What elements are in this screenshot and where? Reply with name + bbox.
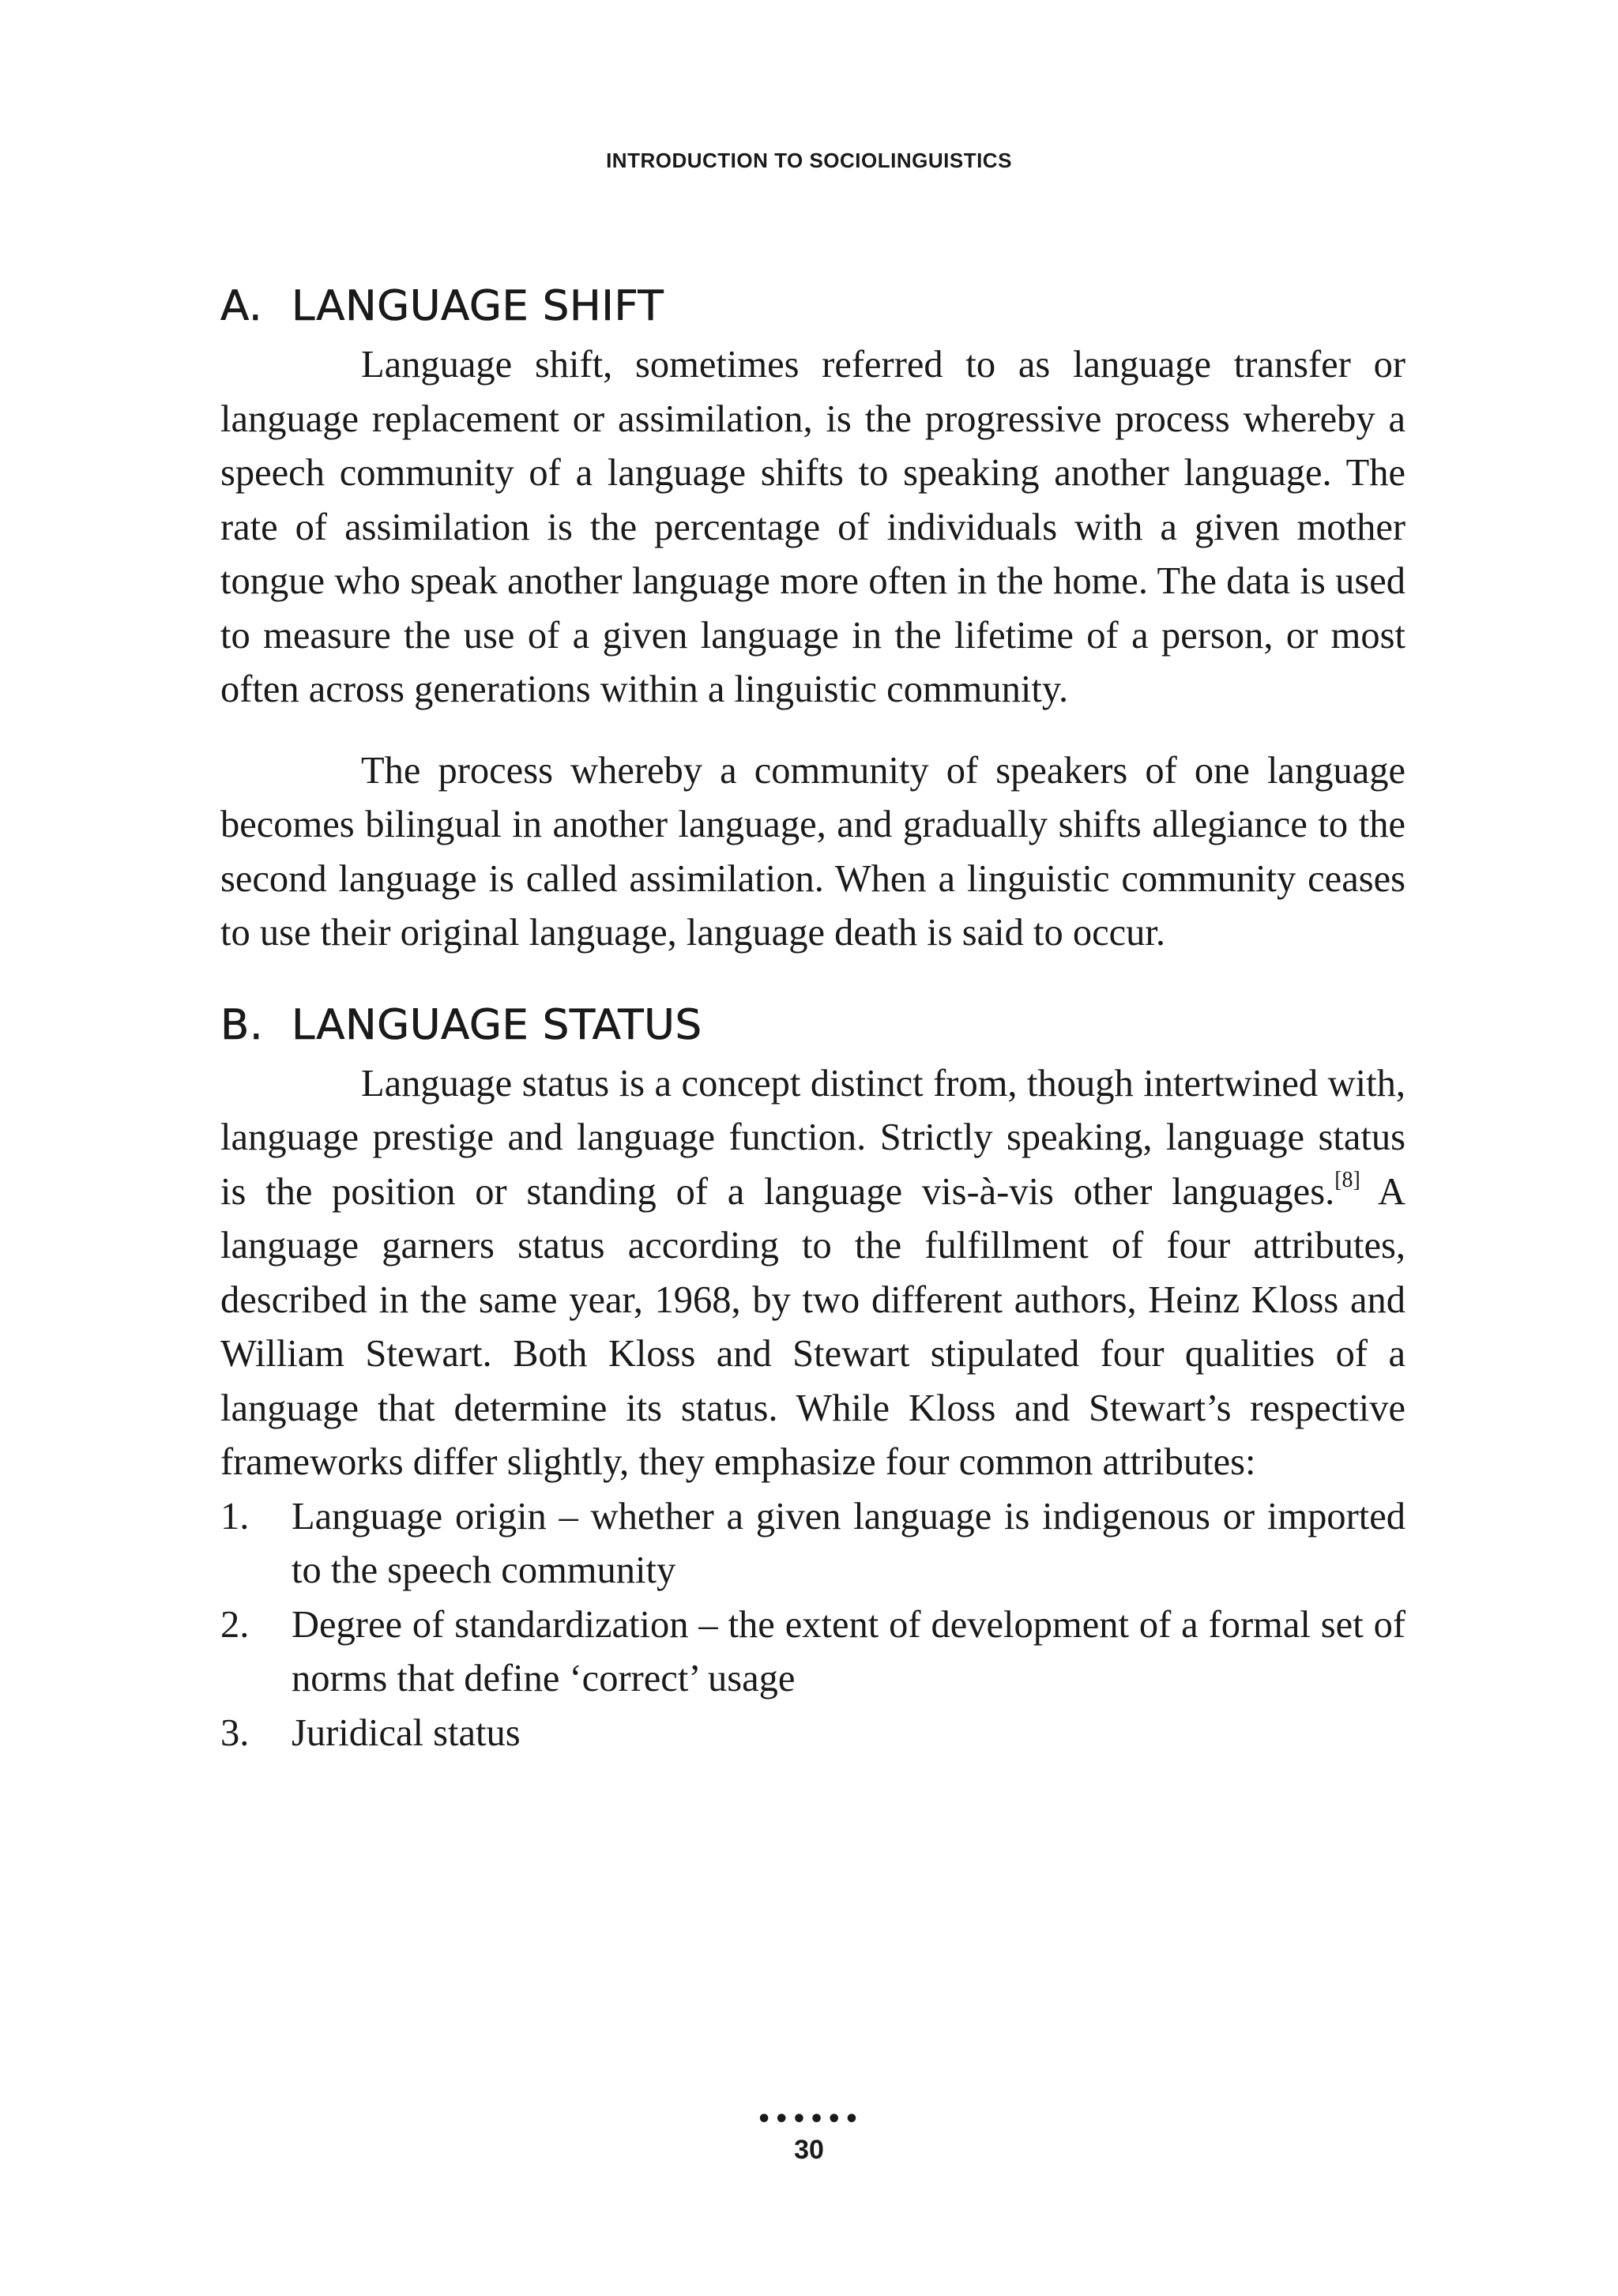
section-b-paragraph bbox=[220, 1057, 1405, 1490]
list-item-text: Language origin – whether a given language is indigenous or imported to the speech community bbox=[292, 1495, 1405, 1591]
section-a-heading bbox=[220, 275, 1405, 338]
section-b-text-part2: A language garners status according to the fulfillment of four attributes, described in the same year, 1968, by two different authors, Heinz Kloss and William Stewart. Both Kloss and Stewart stipulated four qualities of a language that determine its status. While Kloss and Stewart’s respective frameworks differ slightly, they emphasize four common attributes: bbox=[220, 1170, 1405, 1483]
section-a-paragraph-2: The process whereby a community of speakers of one language becomes bilingual in another language, and gradually shifts allegiance to the second language is called assimilation. When a linguistic community ceases to use their original language, language death is said to occur. bbox=[220, 749, 1405, 954]
section-b-letter: B. bbox=[220, 1000, 264, 1049]
page-content bbox=[220, 275, 1405, 1760]
list-item-number: 3. bbox=[220, 1711, 250, 1754]
list-item-number: 2. bbox=[220, 1603, 250, 1646]
section-b-title: LANGUAGE STATUS bbox=[292, 1000, 702, 1049]
list-item bbox=[220, 1598, 1405, 1707]
list-item-number: 1. bbox=[220, 1495, 250, 1538]
footnote-reference: [8] bbox=[1334, 1168, 1360, 1193]
footer-ornament: •••••• bbox=[756, 2106, 862, 2133]
section-b-text-part1: Language status is a concept distinct from, though intertwined with, language prestige and language function. Strictly speaking, language status is the position or standing of a language vis-à-vis other languages. bbox=[220, 1062, 1405, 1213]
running-header: INTRODUCTION TO SOCIOLINGUISTICS bbox=[606, 149, 1012, 172]
section-a-paragraph-1: Language shift, sometimes referred to as language transfer or language replacement or assimilation, is the progressive process whereby a speech community of a language shifts to speaking another language. The rate of assimilation is the percentage of individuals with a given mother tongue who speak another language more often in the home. The data is used to measure the use of a given language in the lifetime of a person, or most often across generations within a linguistic community. bbox=[220, 344, 1405, 710]
list-item-text: Degree of standardization – the extent of development of a formal set of norms that define ‘correct’ usage bbox=[292, 1603, 1405, 1699]
list-item-text: Juridical status bbox=[292, 1711, 521, 1754]
section-a-letter: A. bbox=[220, 282, 263, 330]
section-b-heading bbox=[220, 994, 1405, 1057]
list-item bbox=[220, 1707, 1405, 1761]
section-a-title: LANGUAGE SHIFT bbox=[292, 282, 664, 330]
list-item bbox=[220, 1490, 1405, 1598]
attributes-list bbox=[220, 1490, 1405, 1761]
page-number: 30 bbox=[794, 2135, 824, 2165]
